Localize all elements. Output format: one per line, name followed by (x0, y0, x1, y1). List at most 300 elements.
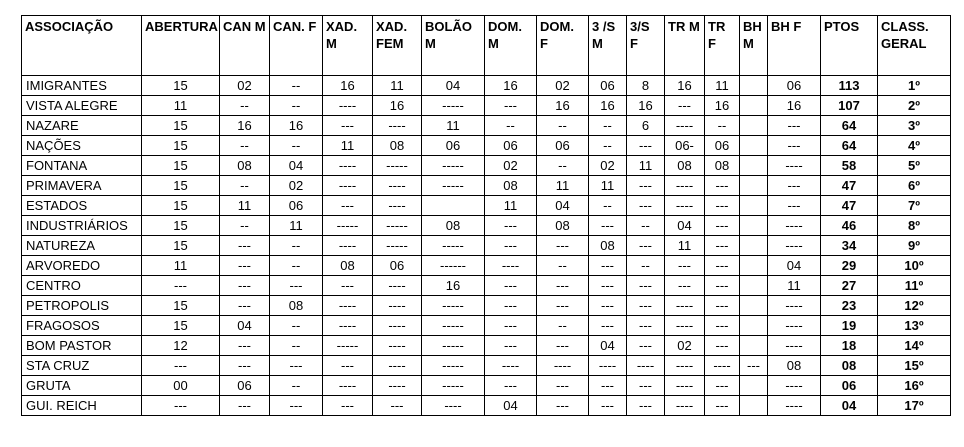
table-row (22, 96, 951, 116)
score-cell: 06 (422, 136, 485, 156)
score-cell: -- (537, 156, 589, 176)
score-cell: --- (589, 216, 627, 236)
score-cell: 06 (537, 136, 589, 156)
score-cell: --- (485, 276, 537, 296)
score-cell: -- (220, 176, 270, 196)
score-cell: ---- (373, 196, 422, 216)
score-cell: --- (589, 256, 627, 276)
score-cell (740, 296, 768, 316)
points-cell: 47 (821, 196, 878, 216)
score-cell: 04 (270, 156, 323, 176)
rank-cell: 3º (878, 116, 951, 136)
score-cell (740, 216, 768, 236)
score-cell (740, 396, 768, 416)
score-cell: ---- (768, 336, 821, 356)
score-cell: --- (537, 336, 589, 356)
score-cell: 11 (705, 76, 740, 96)
score-cell: --- (768, 176, 821, 196)
score-cell: ----- (422, 356, 485, 376)
score-cell: 04 (665, 216, 705, 236)
score-cell: 08 (537, 216, 589, 236)
score-cell: 11 (422, 116, 485, 136)
table-row (22, 316, 951, 336)
score-cell: 06 (270, 196, 323, 216)
score-cell: 15 (142, 316, 220, 336)
score-cell: 16 (665, 76, 705, 96)
score-cell: --- (768, 196, 821, 216)
header-row (22, 16, 951, 76)
score-cell: 00 (142, 376, 220, 396)
score-cell: ------ (422, 256, 485, 276)
column-header: ABERTURA (142, 16, 220, 76)
score-cell: 08 (485, 176, 537, 196)
score-cell: ----- (422, 376, 485, 396)
score-cell: -- (537, 316, 589, 336)
score-cell: 11 (768, 276, 821, 296)
score-cell: --- (323, 396, 373, 416)
rank-cell: 11º (878, 276, 951, 296)
score-cell: ---- (665, 296, 705, 316)
score-cell: ---- (323, 296, 373, 316)
score-cell (740, 156, 768, 176)
score-cell: --- (705, 376, 740, 396)
score-cell: -- (627, 256, 665, 276)
points-cell: 107 (821, 96, 878, 116)
score-cell: ---- (665, 116, 705, 136)
points-cell: 27 (821, 276, 878, 296)
association-name: PETROPOLIS (22, 296, 142, 316)
score-cell: ---- (323, 236, 373, 256)
score-cell: 16 (485, 76, 537, 96)
score-cell: ---- (705, 356, 740, 376)
score-cell: ----- (373, 236, 422, 256)
score-cell: 6 (627, 116, 665, 136)
score-cell: --- (627, 376, 665, 396)
score-cell: --- (220, 396, 270, 416)
score-cell: ---- (323, 176, 373, 196)
table-row (22, 256, 951, 276)
score-cell: --- (627, 316, 665, 336)
score-cell: ----- (422, 236, 485, 256)
standings-table (21, 15, 951, 416)
association-name: CENTRO (22, 276, 142, 296)
score-cell: 11 (373, 76, 422, 96)
score-cell: --- (589, 396, 627, 416)
column-header: TR M (665, 16, 705, 76)
points-cell: 18 (821, 336, 878, 356)
score-cell: ----- (373, 156, 422, 176)
score-cell (740, 176, 768, 196)
score-cell: -- (705, 116, 740, 136)
rank-cell: 5º (878, 156, 951, 176)
points-cell: 08 (821, 356, 878, 376)
score-cell: ---- (768, 156, 821, 176)
score-cell: --- (705, 196, 740, 216)
score-cell: --- (537, 276, 589, 296)
points-cell: 47 (821, 176, 878, 196)
association-name: NAÇÕES (22, 136, 142, 156)
score-cell: --- (537, 396, 589, 416)
score-cell: ---- (768, 236, 821, 256)
score-cell: ---- (665, 176, 705, 196)
points-cell: 64 (821, 116, 878, 136)
points-cell: 29 (821, 256, 878, 276)
score-cell: ---- (537, 356, 589, 376)
score-cell: ---- (768, 316, 821, 336)
score-cell: --- (142, 276, 220, 296)
column-header: CAN. F (270, 16, 323, 76)
association-name: IMIGRANTES (22, 76, 142, 96)
column-header: 3/S F (627, 16, 665, 76)
score-cell: --- (220, 296, 270, 316)
score-cell: --- (270, 276, 323, 296)
score-cell: ---- (323, 376, 373, 396)
score-cell: -- (270, 256, 323, 276)
score-cell: 15 (142, 136, 220, 156)
score-cell: ---- (323, 316, 373, 336)
score-cell: ----- (422, 176, 485, 196)
score-cell: 15 (142, 76, 220, 96)
score-cell: --- (627, 296, 665, 316)
score-cell: --- (485, 296, 537, 316)
score-cell: --- (627, 336, 665, 356)
score-cell: 16 (270, 116, 323, 136)
score-cell: -- (270, 96, 323, 116)
score-cell: 08 (422, 216, 485, 236)
rank-cell: 7º (878, 196, 951, 216)
score-cell: ---- (373, 316, 422, 336)
score-cell: --- (705, 216, 740, 236)
score-cell: --- (323, 196, 373, 216)
table-row (22, 196, 951, 216)
score-cell: 02 (665, 336, 705, 356)
score-cell: ---- (665, 316, 705, 336)
rank-cell: 1º (878, 76, 951, 96)
score-cell: --- (485, 236, 537, 256)
score-cell: -- (220, 96, 270, 116)
score-cell: --- (589, 316, 627, 336)
table-row (22, 396, 951, 416)
score-cell: 06 (373, 256, 422, 276)
score-cell: 08 (220, 156, 270, 176)
score-cell: 02 (485, 156, 537, 176)
table-row (22, 336, 951, 356)
score-cell: --- (142, 396, 220, 416)
score-cell: 08 (589, 236, 627, 256)
rank-cell: 4º (878, 136, 951, 156)
score-cell: 11 (323, 136, 373, 156)
rank-cell: 12º (878, 296, 951, 316)
score-cell: 15 (142, 116, 220, 136)
score-cell: 02 (270, 176, 323, 196)
score-cell: -- (220, 136, 270, 156)
score-cell: ----- (323, 216, 373, 236)
score-cell: ---- (485, 256, 537, 276)
points-cell: 23 (821, 296, 878, 316)
score-cell: --- (768, 116, 821, 136)
table-row (22, 136, 951, 156)
score-cell: 08 (768, 356, 821, 376)
score-cell: --- (142, 356, 220, 376)
score-cell: --- (589, 376, 627, 396)
column-header: BH F (768, 16, 821, 76)
rank-cell: 8º (878, 216, 951, 236)
score-cell: 11 (627, 156, 665, 176)
score-cell: ----- (373, 216, 422, 236)
table-row (22, 356, 951, 376)
score-cell: ---- (323, 96, 373, 116)
score-cell: --- (768, 136, 821, 156)
score-cell: 11 (537, 176, 589, 196)
score-cell: 15 (142, 156, 220, 176)
score-cell: -- (270, 336, 323, 356)
score-cell: -- (537, 256, 589, 276)
score-cell: 11 (270, 216, 323, 236)
score-cell: 11 (485, 196, 537, 216)
rank-cell: 15º (878, 356, 951, 376)
score-cell: 16 (627, 96, 665, 116)
column-header: 3 /S M (589, 16, 627, 76)
score-cell: 04 (537, 196, 589, 216)
score-cell: --- (627, 176, 665, 196)
association-name: BOM PASTOR (22, 336, 142, 356)
score-cell: --- (705, 176, 740, 196)
score-cell: ---- (373, 376, 422, 396)
score-cell: 16 (537, 96, 589, 116)
score-cell: 08 (270, 296, 323, 316)
association-name: INDUSTRIÁRIOS (22, 216, 142, 236)
score-cell: --- (665, 256, 705, 276)
score-cell: --- (627, 136, 665, 156)
score-cell: ---- (665, 396, 705, 416)
column-header: PTOS (821, 16, 878, 76)
score-cell: ----- (422, 96, 485, 116)
table-row (22, 176, 951, 196)
score-cell (740, 96, 768, 116)
score-cell: 08 (323, 256, 373, 276)
score-cell: --- (323, 356, 373, 376)
score-cell: ----- (422, 296, 485, 316)
score-cell: 16 (373, 96, 422, 116)
score-cell: ---- (323, 156, 373, 176)
score-cell: 04 (422, 76, 485, 96)
points-cell: 58 (821, 156, 878, 176)
column-header: TR F (705, 16, 740, 76)
score-cell: 06 (768, 76, 821, 96)
column-header: BH M (740, 16, 768, 76)
score-cell: --- (485, 96, 537, 116)
score-cell: 06 (485, 136, 537, 156)
score-cell: --- (705, 316, 740, 336)
score-cell: 15 (142, 216, 220, 236)
points-cell: 64 (821, 136, 878, 156)
score-cell: ---- (627, 356, 665, 376)
score-cell: 16 (220, 116, 270, 136)
score-cell: ---- (665, 196, 705, 216)
score-cell: ---- (485, 356, 537, 376)
score-cell: -- (537, 116, 589, 136)
rank-cell: 10º (878, 256, 951, 276)
score-cell: 04 (485, 396, 537, 416)
column-header: DOM. M (485, 16, 537, 76)
score-cell: ---- (589, 356, 627, 376)
score-cell: -- (270, 316, 323, 336)
association-name: FRAGOSOS (22, 316, 142, 336)
score-cell: 11 (220, 196, 270, 216)
score-cell: -- (270, 236, 323, 256)
score-cell: --- (270, 396, 323, 416)
score-cell: --- (323, 276, 373, 296)
score-cell: 06 (705, 136, 740, 156)
column-header: ASSOCIAÇÃO (22, 16, 142, 76)
table-row (22, 76, 951, 96)
points-cell: 113 (821, 76, 878, 96)
score-cell: -- (627, 216, 665, 236)
score-cell: 11 (142, 96, 220, 116)
score-cell: ---- (373, 116, 422, 136)
rank-cell: 9º (878, 236, 951, 256)
score-cell: --- (220, 356, 270, 376)
table-row (22, 156, 951, 176)
score-cell: --- (665, 96, 705, 116)
score-cell: 8 (627, 76, 665, 96)
score-cell: 16 (768, 96, 821, 116)
score-cell: --- (705, 336, 740, 356)
association-name: ARVOREDO (22, 256, 142, 276)
score-cell (740, 76, 768, 96)
score-cell: --- (740, 356, 768, 376)
points-cell: 34 (821, 236, 878, 256)
table-row (22, 296, 951, 316)
score-cell: --- (705, 276, 740, 296)
association-name: NAZARE (22, 116, 142, 136)
column-header: CLASS. GERAL (878, 16, 951, 76)
column-header: XAD. FEM (373, 16, 422, 76)
score-cell: ---- (665, 376, 705, 396)
score-cell: ---- (373, 276, 422, 296)
points-cell: 46 (821, 216, 878, 236)
rank-cell: 16º (878, 376, 951, 396)
association-name: ESTADOS (22, 196, 142, 216)
score-cell: --- (705, 396, 740, 416)
score-cell: ----- (422, 336, 485, 356)
score-cell: 08 (665, 156, 705, 176)
score-cell: 04 (768, 256, 821, 276)
score-cell: --- (705, 296, 740, 316)
table-row (22, 276, 951, 296)
score-cell: ----- (422, 156, 485, 176)
score-cell: -- (270, 136, 323, 156)
score-cell: --- (220, 336, 270, 356)
score-cell: ---- (665, 356, 705, 376)
score-cell: 06- (665, 136, 705, 156)
score-cell: 16 (705, 96, 740, 116)
score-cell (740, 116, 768, 136)
association-name: VISTA ALEGRE (22, 96, 142, 116)
score-cell: 02 (220, 76, 270, 96)
score-cell (740, 236, 768, 256)
score-cell: --- (373, 396, 422, 416)
score-cell: --- (323, 116, 373, 136)
table-row (22, 216, 951, 236)
score-cell: --- (537, 296, 589, 316)
score-cell: ---- (768, 296, 821, 316)
score-cell: 11 (142, 256, 220, 276)
score-cell: -- (589, 196, 627, 216)
score-cell: ---- (768, 216, 821, 236)
score-cell: --- (485, 316, 537, 336)
score-cell: --- (627, 196, 665, 216)
rank-cell: 6º (878, 176, 951, 196)
association-name: GRUTA (22, 376, 142, 396)
points-cell: 19 (821, 316, 878, 336)
score-cell: --- (705, 236, 740, 256)
score-cell (740, 276, 768, 296)
score-cell: 02 (537, 76, 589, 96)
score-cell: --- (589, 296, 627, 316)
column-header: CAN M (220, 16, 270, 76)
score-cell: 04 (589, 336, 627, 356)
score-cell (740, 376, 768, 396)
score-cell: --- (627, 236, 665, 256)
score-cell: ---- (768, 396, 821, 416)
score-cell: 06 (589, 76, 627, 96)
score-cell: 15 (142, 176, 220, 196)
score-cell: --- (627, 276, 665, 296)
score-cell: ---- (373, 176, 422, 196)
score-cell: 15 (142, 196, 220, 216)
rank-cell: 13º (878, 316, 951, 336)
score-cell: --- (270, 356, 323, 376)
score-cell: ---- (373, 296, 422, 316)
score-cell: --- (537, 376, 589, 396)
association-name: FONTANA (22, 156, 142, 176)
score-cell (422, 196, 485, 216)
score-cell: 16 (323, 76, 373, 96)
column-header: BOLÃO M (422, 16, 485, 76)
association-name: PRIMAVERA (22, 176, 142, 196)
rank-cell: 17º (878, 396, 951, 416)
score-cell: ----- (323, 336, 373, 356)
score-cell (740, 336, 768, 356)
score-cell: --- (589, 276, 627, 296)
column-header: XAD. M (323, 16, 373, 76)
score-cell: -- (270, 76, 323, 96)
score-cell: 11 (665, 236, 705, 256)
score-cell: 06 (220, 376, 270, 396)
score-cell: -- (485, 116, 537, 136)
score-cell: --- (705, 256, 740, 276)
table-row (22, 376, 951, 396)
score-cell: 16 (589, 96, 627, 116)
score-cell: 02 (589, 156, 627, 176)
score-cell: --- (220, 256, 270, 276)
score-cell: --- (627, 396, 665, 416)
score-cell: ---- (422, 396, 485, 416)
points-cell: 06 (821, 376, 878, 396)
score-cell: --- (485, 336, 537, 356)
score-cell: --- (665, 276, 705, 296)
score-cell (740, 136, 768, 156)
association-name: GUI. REICH (22, 396, 142, 416)
score-cell: --- (220, 276, 270, 296)
score-cell: ---- (373, 336, 422, 356)
score-cell: --- (485, 216, 537, 236)
score-cell: -- (589, 116, 627, 136)
score-cell: 12 (142, 336, 220, 356)
rank-cell: 14º (878, 336, 951, 356)
score-cell: 08 (705, 156, 740, 176)
